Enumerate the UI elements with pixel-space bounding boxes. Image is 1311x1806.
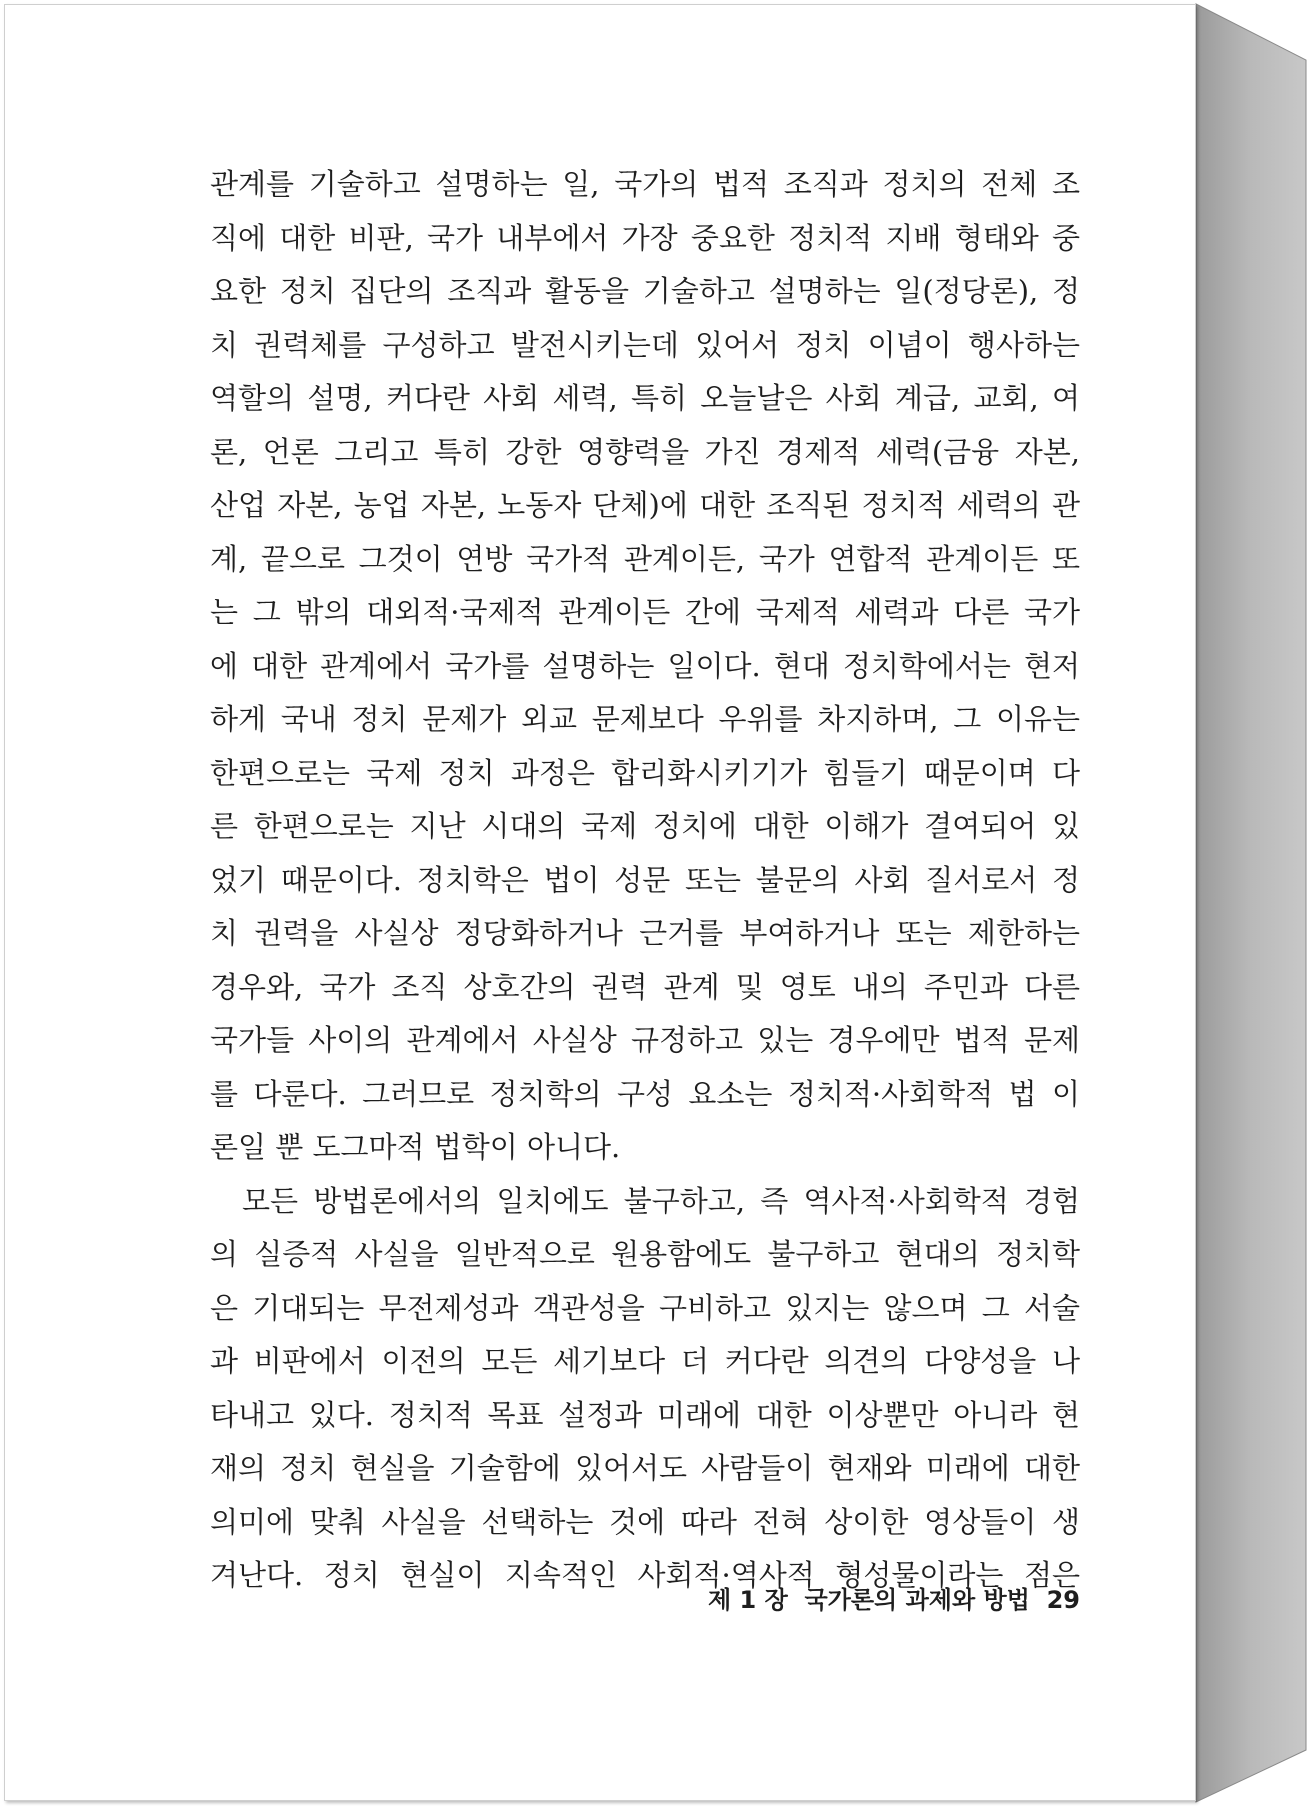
text-line: 재의 정치 현실을 기술함에 있어서도 사람들이 현재와 미래에 대한 xyxy=(210,1451,1080,1485)
paragraph-first-line: 모든 방법론에서의 일치에도 불구하고, 즉 역사적·사회학적 경험 xyxy=(242,1183,1080,1218)
text-line: 관계를 기술하고 설명하는 일, 국가의 법적 조직과 정치의 전체 조 xyxy=(210,167,1080,201)
text-line: 를 다룬다. 그러므로 정치학의 구성 요소는 정치적·사회학적 법 이 xyxy=(210,1076,1080,1111)
footer-chapter: 제 1 장 xyxy=(708,1586,788,1614)
text-line: 한편으로는 국제 정치 과정은 합리화시키기가 힘들기 때문이며 다 xyxy=(210,755,1080,790)
text-line: 에 대한 관계에서 국가를 설명하는 일이다. 현대 정치학에서는 현저 xyxy=(210,648,1080,683)
text-line: 는 그 밖의 대외적·국제적 관계이든 간에 국제적 세력과 다른 국가 xyxy=(210,595,1080,629)
page-number: 29 xyxy=(1046,1586,1080,1614)
text-line: 요한 정치 집단의 조직과 활동을 기술하고 설명하는 일(정당론), 정 xyxy=(210,274,1080,308)
text-line: 었기 때문이다. 정치학은 법이 성문 또는 불문의 사회 질서로서 정 xyxy=(210,862,1080,897)
text-line: 직에 대한 비판, 국가 내부에서 가장 중요한 정치적 지배 형태와 중 xyxy=(210,220,1080,255)
text-line: 른 한편으로는 지난 시대의 국제 정치에 대한 이해가 결여되어 있 xyxy=(210,809,1080,843)
text-line: 국가들 사이의 관계에서 사실상 규정하고 있는 경우에만 법적 문제 xyxy=(210,1023,1080,1057)
text-line: 치 권력체를 구성하고 발전시키는데 있어서 정치 이념이 행사하는 xyxy=(210,327,1080,362)
paragraph-last-line: 론일 뿐 도그마적 법학이 아니다. xyxy=(210,1130,621,1164)
text-line: 경우와, 국가 조직 상호간의 권력 관계 및 영토 내의 주민과 다른 xyxy=(210,969,1080,1004)
text-line: 의미에 맞춰 사실을 선택하는 것에 따라 전혀 상이한 영상들이 생 xyxy=(210,1504,1080,1539)
footer-title: 국가론의 과제와 방법 xyxy=(804,1586,1030,1614)
running-footer xyxy=(680,1580,1080,1615)
text-line: 산업 자본, 농업 자본, 노동자 단체)에 대한 조직된 정치적 세력의 관 xyxy=(210,488,1080,522)
text-line: 의 실증적 사실을 일반적으로 원용함에도 불구하고 현대의 정치학 xyxy=(210,1237,1080,1271)
text-line: 론, 언론 그리고 특히 강한 영향력을 가진 경제적 세력(금융 자본, xyxy=(210,434,1080,469)
text-line: 과 비판에서 이전의 모든 세기보다 더 커다란 의견의 다양성을 나 xyxy=(210,1344,1080,1378)
text-line: 역할의 설명, 커다란 사회 세력, 특히 오늘날은 사회 계급, 교회, 여 xyxy=(210,381,1080,415)
text-line: 은 기대되는 무전제성과 객관성을 구비하고 있지는 않으며 그 서술 xyxy=(210,1290,1080,1325)
text-line: 겨난다. 정치 현실이 지속적인 사회적·역사적 형성물이라는 점은 xyxy=(210,1558,1080,1592)
text-line: 하게 국내 정치 문제가 외교 문제보다 우위를 차지하며, 그 이유는 xyxy=(210,702,1080,736)
body-text xyxy=(210,158,1080,1603)
text-line: 타내고 있다. 정치적 목표 설정과 미래에 대한 이상뿐만 아니라 현 xyxy=(210,1397,1080,1432)
text-line: 치 권력을 사실상 정당화하거나 근거를 부여하거나 또는 제한하는 xyxy=(210,916,1080,950)
text-line: 계, 끝으로 그것이 연방 국가적 관계이든, 국가 연합적 관계이든 또 xyxy=(210,541,1080,576)
